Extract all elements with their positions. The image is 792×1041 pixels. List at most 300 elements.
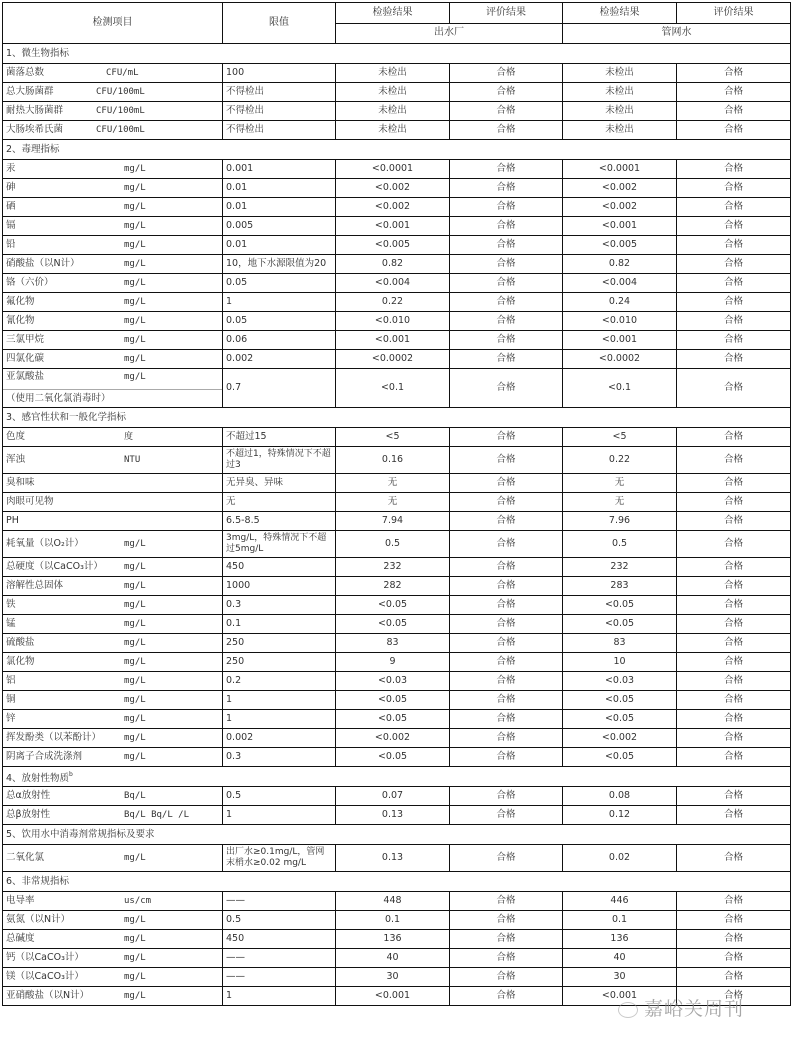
item-name: 镉 [6, 220, 16, 231]
table-row [3, 64, 791, 83]
limit-cell: 0.06 [223, 331, 336, 350]
limit-cell: 1 [223, 293, 336, 312]
item-name: 汞 [6, 163, 16, 174]
table-row [3, 236, 791, 255]
item-name: 铅 [6, 239, 16, 250]
plant-eval-cell: 合格 [450, 729, 563, 748]
limit-cell: 0.002 [223, 350, 336, 369]
section-title-text: 1、微生物指标 [6, 47, 70, 59]
item-name: 铝 [6, 675, 16, 686]
network-eval-cell: 合格 [677, 930, 791, 949]
plant-eval-cell: 合格 [450, 531, 563, 558]
network-eval-cell: 合格 [677, 312, 791, 331]
item-cell [3, 512, 223, 531]
limit-cell: 0.3 [223, 596, 336, 615]
network-eval-cell: 合格 [677, 102, 791, 121]
plant-eval-cell: 合格 [450, 930, 563, 949]
plant-result-cell: 0.13 [336, 806, 450, 825]
item-cell [3, 806, 223, 825]
table-row [3, 787, 791, 806]
section-row [3, 408, 791, 428]
section-title [3, 140, 791, 160]
plant-result-cell: <0.001 [336, 217, 450, 236]
item-unit: us/cm [124, 896, 152, 906]
item-unit: mg/L [124, 278, 146, 288]
table-row [3, 512, 791, 531]
network-eval-cell: 合格 [677, 121, 791, 140]
plant-result-cell: <0.05 [336, 748, 450, 767]
table-row [3, 198, 791, 217]
item-name: 总α放射性 [6, 790, 51, 801]
header-limit: 限值 [223, 3, 336, 44]
item-cell [3, 710, 223, 729]
plant-eval-cell: 合格 [450, 691, 563, 710]
limit-cell: 1 [223, 710, 336, 729]
limit-cell: 0.002 [223, 729, 336, 748]
item-name: 亚硝酸盐（以N计） [6, 990, 90, 1001]
plant-eval-cell: 合格 [450, 217, 563, 236]
limit-cell: 0.5 [223, 911, 336, 930]
item-cell [3, 102, 223, 121]
header-group-network: 管网水 [563, 23, 791, 44]
item-cell [3, 892, 223, 911]
item-name: 三氯甲烷 [6, 334, 45, 345]
network-result-cell: 0.08 [563, 787, 677, 806]
item-name: PH [6, 515, 19, 526]
item-cell [3, 274, 223, 293]
plant-eval-cell: 合格 [450, 369, 563, 408]
table-row [3, 493, 791, 512]
limit-cell: 1 [223, 691, 336, 710]
plant-eval-cell: 合格 [450, 474, 563, 493]
item-cell [3, 672, 223, 691]
table-row [3, 312, 791, 331]
network-result-cell: 无 [563, 493, 677, 512]
section-row [3, 872, 791, 892]
limit-cell: 0.01 [223, 179, 336, 198]
limit-cell: 1 [223, 806, 336, 825]
item-unit: mg/L [124, 619, 146, 629]
network-result-cell: <5 [563, 428, 677, 447]
plant-eval-cell: 合格 [450, 274, 563, 293]
item-name: 硝酸盐（以N计） [6, 258, 80, 269]
item-unit: mg/L [124, 164, 146, 174]
network-eval-cell: 合格 [677, 293, 791, 312]
plant-result-cell: 无 [336, 474, 450, 493]
network-result-cell: <0.002 [563, 729, 677, 748]
item-cell [3, 179, 223, 198]
network-eval-cell: 合格 [677, 160, 791, 179]
item-name: 总硬度（以CaCO₃计） [6, 561, 103, 572]
limit-cell: 450 [223, 558, 336, 577]
item-unit: 度 [124, 432, 134, 442]
item-cell [3, 83, 223, 102]
item-cell [3, 596, 223, 615]
item-name: 阴离子合成洗涤剂 [6, 751, 83, 762]
plant-result-cell: 9 [336, 653, 450, 672]
item-unit: Bq/L [124, 791, 146, 801]
network-result-cell: 0.1 [563, 911, 677, 930]
plant-eval-cell: 合格 [450, 653, 563, 672]
table-row [3, 729, 791, 748]
item-cell [3, 350, 223, 369]
plant-eval-cell: 合格 [450, 493, 563, 512]
network-eval-cell: 合格 [677, 369, 791, 408]
network-eval-cell: 合格 [677, 710, 791, 729]
plant-result-cell: 0.22 [336, 293, 450, 312]
item-name: 耐热大肠菌群 [6, 105, 64, 116]
network-eval-cell: 合格 [677, 949, 791, 968]
item-name: 臭和味 [6, 477, 35, 488]
plant-eval-cell: 合格 [450, 121, 563, 140]
plant-eval-cell: 合格 [450, 710, 563, 729]
limit-cell: 不超过15 [223, 428, 336, 447]
limit-cell: 250 [223, 634, 336, 653]
item-unit: mg/L [124, 915, 146, 925]
table-row [3, 634, 791, 653]
limit-cell: 0.2 [223, 672, 336, 691]
item-unit: mg/L [124, 316, 146, 326]
plant-result-cell: <0.001 [336, 987, 450, 1006]
limit-cell: 250 [223, 653, 336, 672]
table-row [3, 369, 791, 408]
plant-result-cell: <0.002 [336, 198, 450, 217]
limit-cell: 3mg/L，特殊情况下不超过5mg/L [223, 531, 336, 558]
header-item: 检测项目 [3, 3, 223, 44]
network-result-cell: 无 [563, 474, 677, 493]
item-cell [3, 911, 223, 930]
plant-eval-cell: 合格 [450, 312, 563, 331]
plant-eval-cell: 合格 [450, 512, 563, 531]
network-result-cell: 0.82 [563, 255, 677, 274]
header-plant-test-result: 检验结果 [336, 3, 450, 24]
item-name: 溶解性总固体 [6, 580, 64, 591]
table-row [3, 160, 791, 179]
table-row [3, 615, 791, 634]
limit-cell: 无 [223, 493, 336, 512]
network-result-cell: 83 [563, 634, 677, 653]
network-eval-cell: 合格 [677, 179, 791, 198]
network-result-cell: <0.001 [563, 987, 677, 1006]
limit-cell: 1 [223, 987, 336, 1006]
plant-result-cell: <0.002 [336, 179, 450, 198]
network-result-cell: <0.0001 [563, 160, 677, 179]
network-eval-cell: 合格 [677, 558, 791, 577]
plant-eval-cell: 合格 [450, 350, 563, 369]
table-row [3, 987, 791, 1006]
table-row [3, 710, 791, 729]
plant-eval-cell: 合格 [450, 911, 563, 930]
section-title [3, 408, 791, 428]
item-unit: Bq/L Bq/L /L [124, 810, 190, 820]
item-name: 四氯化碳 [6, 353, 45, 364]
section-title [3, 825, 791, 845]
table-row [3, 968, 791, 987]
item-cell [3, 160, 223, 179]
item-cell [3, 293, 223, 312]
table-row [3, 806, 791, 825]
section-row [3, 44, 791, 64]
section-title-text: 4、放射性物质 [6, 772, 70, 784]
limit-cell: 0.01 [223, 236, 336, 255]
network-result-cell: <0.05 [563, 615, 677, 634]
section-title-text: 5、饮用水中消毒剂常规指标及要求 [6, 828, 155, 840]
item-unit: mg/L [124, 657, 146, 667]
plant-eval-cell: 合格 [450, 806, 563, 825]
item-cell [3, 845, 223, 872]
plant-result-cell: 30 [336, 968, 450, 987]
plant-eval-cell: 合格 [450, 179, 563, 198]
limit-cell: 不得检出 [223, 83, 336, 102]
network-result-cell: <0.05 [563, 596, 677, 615]
network-eval-cell: 合格 [677, 691, 791, 710]
network-result-cell: <0.001 [563, 331, 677, 350]
item-name: 挥发酚类（以苯酚计） [6, 732, 102, 743]
plant-result-cell: 未检出 [336, 102, 450, 121]
plant-eval-cell: 合格 [450, 102, 563, 121]
table-row [3, 930, 791, 949]
item-unit: mg/L [124, 354, 146, 364]
item-name: 总β放射性 [6, 809, 51, 820]
limit-cell: 0.05 [223, 274, 336, 293]
limit-cell: 不得检出 [223, 121, 336, 140]
limit-cell: 0.01 [223, 198, 336, 217]
table-row [3, 845, 791, 872]
item-name: 菌落总数 [6, 67, 45, 78]
section-title [3, 767, 791, 787]
network-result-cell: <0.05 [563, 748, 677, 767]
network-result-cell: <0.002 [563, 198, 677, 217]
item-name: 二氧化氯 [6, 852, 45, 863]
item-unit: mg/L [124, 183, 146, 193]
limit-cell: 0.5 [223, 787, 336, 806]
item-unit: mg/L [124, 221, 146, 231]
plant-eval-cell: 合格 [450, 672, 563, 691]
item-cell [3, 474, 223, 493]
network-eval-cell: 合格 [677, 806, 791, 825]
network-result-cell: 0.12 [563, 806, 677, 825]
limit-cell: 不得检出 [223, 102, 336, 121]
item-name: 浑浊 [6, 454, 26, 465]
item-unit: mg/L [124, 638, 146, 648]
plant-result-cell: <0.004 [336, 274, 450, 293]
item-cell [3, 968, 223, 987]
limit-cell: 6.5-8.5 [223, 512, 336, 531]
network-result-cell: 7.96 [563, 512, 677, 531]
item-cell [3, 577, 223, 596]
item-name: 镁（以CaCO₃计） [6, 971, 84, 982]
plant-result-cell: 232 [336, 558, 450, 577]
item-unit: CFU/100mL [96, 106, 145, 116]
network-eval-cell: 合格 [677, 845, 791, 872]
network-eval-cell: 合格 [677, 653, 791, 672]
table-row [3, 911, 791, 930]
item-name: 硒 [6, 201, 16, 212]
item-cell [3, 930, 223, 949]
plant-result-cell: 448 [336, 892, 450, 911]
item-name: 肉眼可见物 [6, 496, 54, 507]
limit-cell: 450 [223, 930, 336, 949]
item-unit: mg/L [124, 581, 146, 591]
header-plant-eval-result: 评价结果 [450, 3, 563, 24]
plant-eval-cell: 合格 [450, 255, 563, 274]
item-cell [3, 217, 223, 236]
network-result-cell: <0.05 [563, 710, 677, 729]
plant-eval-cell: 合格 [450, 558, 563, 577]
plant-result-cell: 83 [336, 634, 450, 653]
item-unit: mg/L [124, 676, 146, 686]
section-title-text: 2、毒理指标 [6, 143, 60, 155]
plant-eval-cell: 合格 [450, 748, 563, 767]
network-result-cell: 0.5 [563, 531, 677, 558]
network-result-cell: <0.005 [563, 236, 677, 255]
table-row [3, 474, 791, 493]
network-result-cell: <0.03 [563, 672, 677, 691]
item-name: 耗氧量（以O₂计） [6, 538, 84, 549]
network-result-cell: <0.1 [563, 369, 677, 408]
plant-result-cell: 40 [336, 949, 450, 968]
plant-result-cell: 136 [336, 930, 450, 949]
item-unit: mg/L [124, 562, 146, 572]
network-eval-cell: 合格 [677, 447, 791, 474]
item-cell [3, 331, 223, 350]
network-eval-cell: 合格 [677, 634, 791, 653]
table-row [3, 531, 791, 558]
plant-eval-cell: 合格 [450, 198, 563, 217]
network-eval-cell: 合格 [677, 892, 791, 911]
item-unit: CFU/mL [106, 68, 139, 78]
plant-result-cell: 0.1 [336, 911, 450, 930]
plant-result-cell: 0.07 [336, 787, 450, 806]
plant-result-cell: 0.13 [336, 845, 450, 872]
item-unit: mg/L [124, 752, 146, 762]
plant-eval-cell: 合格 [450, 968, 563, 987]
item-cell [3, 787, 223, 806]
network-result-cell: 未检出 [563, 64, 677, 83]
network-eval-cell: 合格 [677, 531, 791, 558]
network-eval-cell: 合格 [677, 493, 791, 512]
plant-eval-cell: 合格 [450, 845, 563, 872]
plant-eval-cell: 合格 [450, 577, 563, 596]
plant-result-cell: <0.1 [336, 369, 450, 408]
plant-result-cell: <5 [336, 428, 450, 447]
item-unit: mg/L [124, 539, 146, 549]
watermark-text: 嘉峪关周刊 [644, 998, 745, 1020]
item-name: 氰化物 [6, 315, 35, 326]
plant-eval-cell: 合格 [450, 331, 563, 350]
network-result-cell: 446 [563, 892, 677, 911]
table-row [3, 179, 791, 198]
item-cell [3, 64, 223, 83]
item-name: 氟化物 [6, 296, 35, 307]
item-cell [3, 531, 223, 558]
plant-result-cell: 282 [336, 577, 450, 596]
network-eval-cell: 合格 [677, 577, 791, 596]
table-row [3, 892, 791, 911]
network-eval-cell: 合格 [677, 198, 791, 217]
network-eval-cell: 合格 [677, 474, 791, 493]
plant-result-cell: 7.94 [336, 512, 450, 531]
limit-cell: 0.05 [223, 312, 336, 331]
water-quality-table [2, 2, 791, 1006]
network-eval-cell: 合格 [677, 83, 791, 102]
item-name: 铬（六价） [6, 277, 54, 288]
plant-result-cell: 0.16 [336, 447, 450, 474]
network-result-cell: 30 [563, 968, 677, 987]
network-eval-cell: 合格 [677, 255, 791, 274]
table-row [3, 653, 791, 672]
item-unit: NTU [124, 455, 141, 465]
item-unit: mg/L [124, 934, 146, 944]
network-eval-cell: 合格 [677, 968, 791, 987]
item-unit: mg/L [124, 600, 146, 610]
plant-result-cell: <0.05 [336, 596, 450, 615]
network-result-cell: 40 [563, 949, 677, 968]
item-cell [3, 653, 223, 672]
section-row [3, 825, 791, 845]
limit-cell: 不超过1，特殊情况下不超过3 [223, 447, 336, 474]
table-row [3, 274, 791, 293]
plant-eval-cell: 合格 [450, 596, 563, 615]
item-cell [3, 949, 223, 968]
limit-cell: —— [223, 892, 336, 911]
item-name: 铁 [6, 599, 16, 610]
item-cell [3, 987, 223, 1006]
plant-eval-cell: 合格 [450, 787, 563, 806]
plant-eval-cell: 合格 [450, 160, 563, 179]
table-body [3, 44, 791, 1006]
plant-eval-cell: 合格 [450, 293, 563, 312]
table-row [3, 331, 791, 350]
network-eval-cell: 合格 [677, 787, 791, 806]
network-result-cell: 未检出 [563, 102, 677, 121]
item-name: 锌 [6, 713, 16, 724]
item-cell [3, 255, 223, 274]
network-result-cell: <0.010 [563, 312, 677, 331]
plant-eval-cell: 合格 [450, 615, 563, 634]
table-row [3, 949, 791, 968]
plant-result-cell: <0.001 [336, 331, 450, 350]
plant-result-cell: <0.0001 [336, 160, 450, 179]
table-row [3, 102, 791, 121]
network-eval-cell: 合格 [677, 615, 791, 634]
network-eval-cell: 合格 [677, 512, 791, 531]
network-result-cell: <0.001 [563, 217, 677, 236]
plant-eval-cell: 合格 [450, 987, 563, 1006]
plant-eval-cell: 合格 [450, 236, 563, 255]
plant-result-cell: 未检出 [336, 64, 450, 83]
section-title [3, 44, 791, 64]
plant-eval-cell: 合格 [450, 428, 563, 447]
table-row [3, 672, 791, 691]
network-result-cell: 0.22 [563, 447, 677, 474]
limit-cell: —— [223, 949, 336, 968]
network-result-cell: <0.05 [563, 691, 677, 710]
table-row [3, 255, 791, 274]
item-unit: mg/L [124, 695, 146, 705]
plant-result-cell: <0.03 [336, 672, 450, 691]
item-unit: mg/L [124, 240, 146, 250]
plant-result-cell: <0.05 [336, 615, 450, 634]
table-row [3, 83, 791, 102]
table-row [3, 577, 791, 596]
item-unit: mg/L [124, 953, 146, 963]
item-name: 铜 [6, 694, 16, 705]
network-eval-cell: 合格 [677, 748, 791, 767]
item-cell [3, 729, 223, 748]
footnote-marker: b [69, 770, 73, 778]
item-cell [3, 634, 223, 653]
